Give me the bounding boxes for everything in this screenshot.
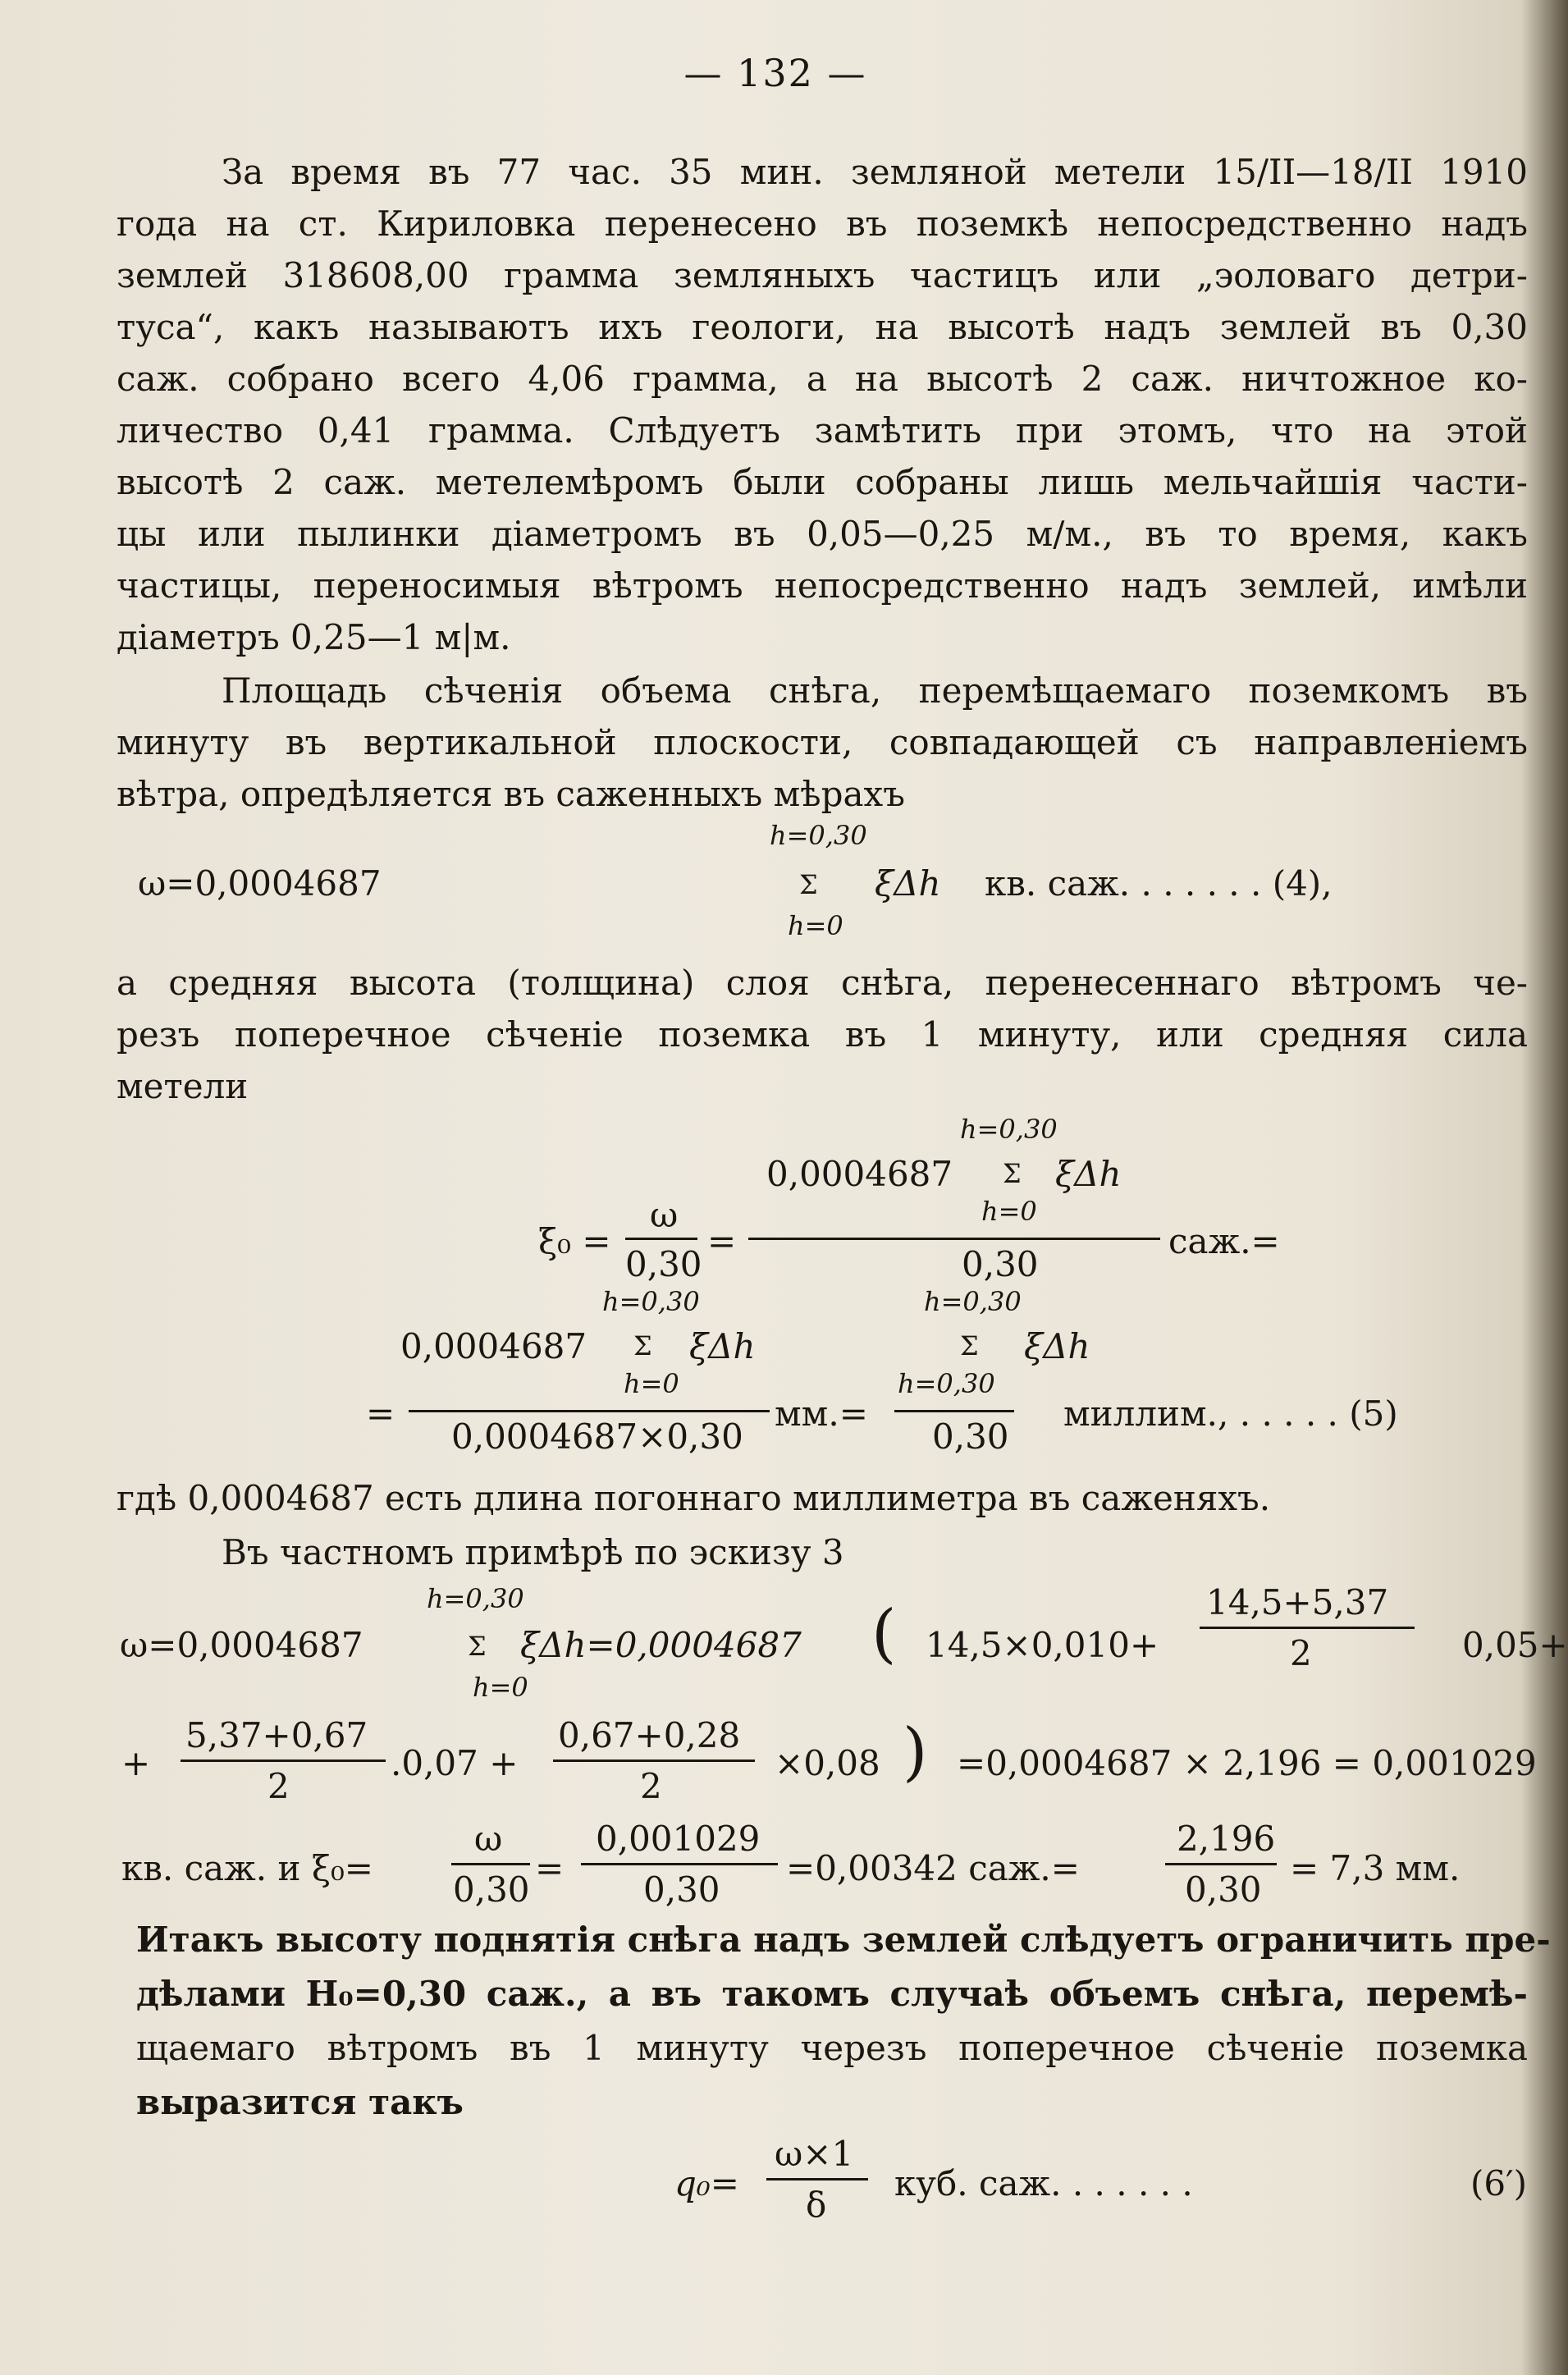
text-line: года на ст. Кириловка перенесено въ поземкѣ непосредственно надъ	[117, 204, 1528, 244]
text-line: резъ поперечное сѣченіе поземка въ 1 минуту, или средняя сила	[117, 1014, 1528, 1055]
text-line: минуту въ вертикальной плоскости, совпадающей съ направленіемъ	[117, 722, 1528, 762]
page-number: — 132 —	[683, 51, 867, 95]
text-line: а средняя высота (толщина) слоя снѣга, перенесеннаго вѣтромъ че-	[117, 963, 1528, 1003]
text-line: частицы, переносимыя вѣтромъ непосредственно надъ землей, имѣли	[117, 565, 1528, 606]
text-line: вѣтра, опредѣляется въ саженныхъ мѣрахъ	[117, 774, 905, 814]
text-line: Итакъ высоту поднятія снѣга надъ землей слѣдуетъ ограничить пре-	[136, 1920, 1551, 1960]
text-line: саж. собрано всего 4,06 грамма, а на высотѣ 2 саж. ничтожное ко-	[117, 359, 1528, 399]
book-page: — 132 — За время въ 77 час. 35 мин. земляной метели 15/II—18/II 1910 года на ст. Кириловка перенесено въ поземкѣ непосредственно надъ землей 318608,00 грамма земляныхъ частицъ или „эоловаго детри- туса“, какъ называютъ ихъ геологи, на высотѣ надъ землей въ 0,30 саж. собрано всего 4,06 грамма, а на высотѣ 2 саж. ничтожное ко- личество 0,41 грамма. Слѣдуетъ замѣтить при этомъ, что на этой высотѣ 2 саж. метелемѣромъ были собраны лишь мельчайшія части- цы или пылинки діаметромъ въ 0,05—0,25 м/м., въ то время, какъ частицы, переносимыя вѣтромъ непосредственно надъ землей, имѣли діаметръ 0,25—1 м|м. Площадь сѣченія объема снѣга, перемѣщаемаго поземкомъ въ минуту въ вертикальной плоскости, совпадающей съ направленіемъ вѣтра, опредѣляется въ саженныхъ мѣрахъ ω=0,0004687 h=0,30 Σ h=0 ξΔh кв. саж. . . . . . . (4), а средняя высота (толщина) слоя снѣга, перенесеннаго вѣтромъ че- резъ поперечное сѣченіе поземка въ 1 минуту, или средняя сила метели h=0,30 0,0004687 Σ ξΔh h=0 ξ₀ = ω 0,30 = 0,30 саж.= h=0,30 0,0004687 Σ ξΔh h=0 = 0,0004687×0,30 мм.= h=0,30 Σ ξΔh h=0,30 0,30 миллим., . . . . . (5) гдѣ 0,0004687 есть длина погоннаго миллиметра въ саженяхъ. Въ частномъ примѣрѣ по эскизу 3 ω=0,0004687 h=0,30 Σ h=0 ξΔh=0,0004687 ( 14,5×0,010+ 14,5+5,37 2 0,05+ + 5,37+0,67 2 .0,07 + 0,67+0,28 2 ×0,08 ) =0,0004687 × 2,196 = 0,001029 кв. саж. и ξ₀= ω 0,30 = 0,001029 0,30 =0,00342 саж.= 2,196 0,30 = 7,3 мм. Итакъ высоту поднятія снѣга надъ землей слѣдуетъ ограничить пре- дѣлами H₀=0,30 саж., а въ такомъ случаѣ объемъ снѣга, перемѣ- щаемаго вѣтромъ въ 1 минуту черезъ поперечное сѣченіе поземка выразится такъ q₀= ω×1 δ куб. саж. . . . . . . (6′)	[0, 0, 1551, 2375]
text-line: гдѣ 0,0004687 есть длина погоннаго миллиметра въ саженяхъ.	[117, 1478, 1271, 1518]
text-line: щаемаго вѣтромъ въ 1 минуту черезъ поперечное сѣченіе поземка	[136, 2028, 1528, 2068]
text-line: землей 318608,00 грамма земляныхъ частицъ или „эоловаго детри-	[117, 255, 1528, 295]
text-line: высотѣ 2 саж. метелемѣромъ были собраны лишь мельчайшія части-	[117, 462, 1528, 502]
text-line: выразится такъ	[136, 2082, 464, 2122]
text-line: дѣлами H₀=0,30 саж., а въ такомъ случаѣ объемъ снѣга, перемѣ-	[136, 1974, 1528, 2014]
text-line: личество 0,41 грамма. Слѣдуетъ замѣтить при этомъ, что на этой	[117, 410, 1528, 451]
text-line: метели	[117, 1066, 249, 1106]
text-line: туса“, какъ называютъ ихъ геологи, на высотѣ надъ землей въ 0,30	[117, 307, 1528, 347]
text-line: Площадь сѣченія объема снѣга, перемѣщаемаго поземкомъ въ	[222, 670, 1528, 711]
text-line: цы или пылинки діаметромъ въ 0,05—0,25 м/м., въ то время, какъ	[117, 514, 1528, 554]
text-line: За время въ 77 час. 35 мин. земляной метели 15/II—18/II 1910	[222, 152, 1528, 192]
text-line: діаметръ 0,25—1 м|м.	[117, 617, 511, 657]
text-line: Въ частномъ примѣрѣ по эскизу 3	[222, 1532, 844, 1572]
